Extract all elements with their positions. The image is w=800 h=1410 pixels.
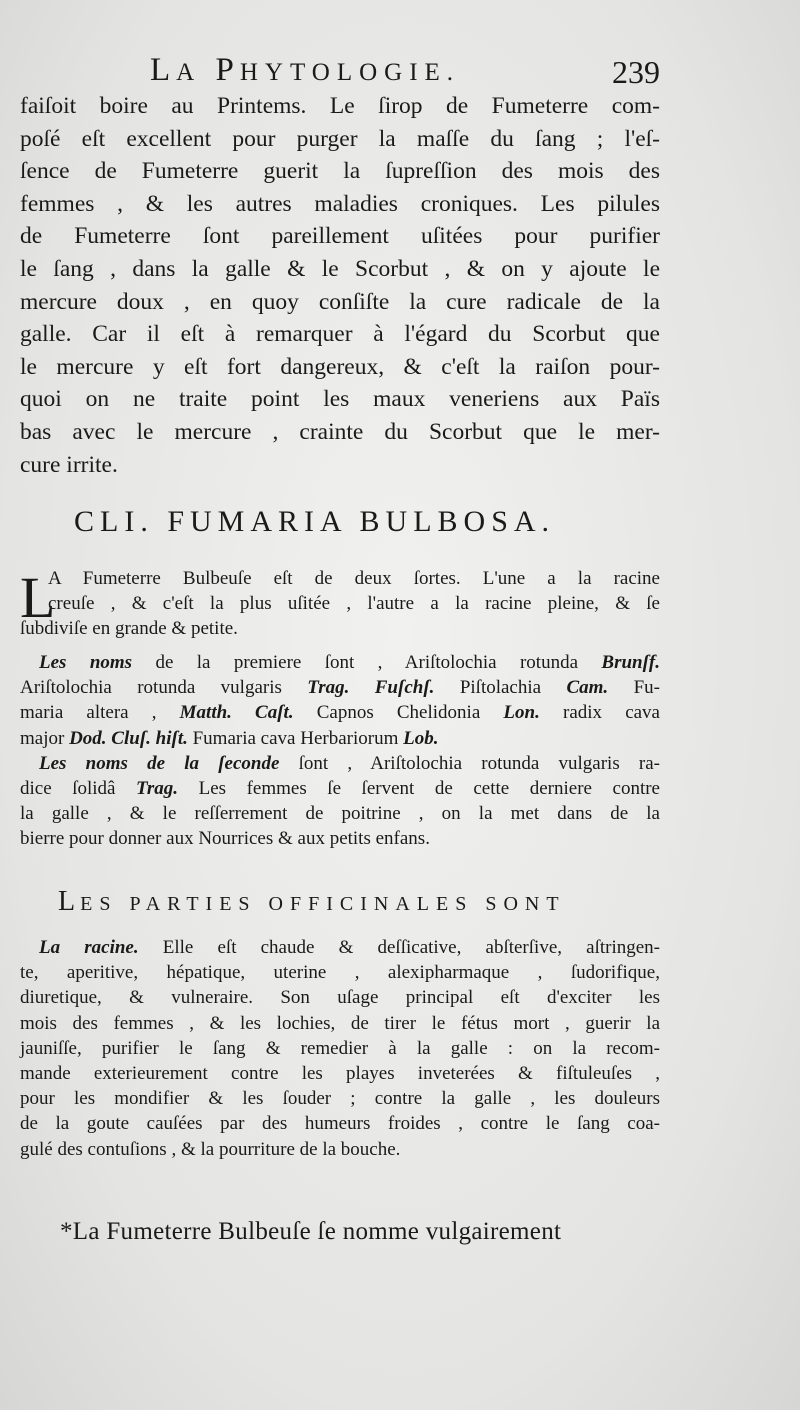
text-line: ſubdiviſe en grande & petite. <box>20 618 238 640</box>
text-line: le mercure y eſt fort dangereux, & c'eſt la raiſon pour- <box>20 353 660 380</box>
text-line: A Fumeterre Bulbeuſe eſt de deux ſortes. L'une a la racine <box>48 568 660 589</box>
text-line: diuretique, & vulneraire. Son uſage principal eſt d'exciter les <box>20 987 660 1009</box>
parts-paragraph <box>20 935 660 1162</box>
text-span: radix cava <box>539 702 660 724</box>
text-line: jauniſſe, purifier le ſang & remedier à la galle : on la recom- <box>20 1037 660 1059</box>
text-line: le ſang , dans la galle & le Scorbut , & on y ajoute le <box>20 255 660 282</box>
page-number: 239 <box>612 54 660 90</box>
names-paragraph <box>20 650 660 852</box>
author-ref: Matth. Caſt. <box>179 702 294 724</box>
text-line <box>20 650 660 675</box>
text-line <box>20 751 660 776</box>
parts-heading <box>58 886 618 918</box>
text-span: Piſtolachia <box>434 677 567 699</box>
author-ref: Lon. <box>503 702 540 724</box>
description-paragraph <box>20 566 660 642</box>
text-line <box>20 935 660 960</box>
text-line: creuſe , & c'eſt la plus uſitée , l'autre a la racine pleine, & ſe <box>48 593 660 615</box>
author-ref: Cam. <box>566 677 609 699</box>
author-ref: Brunſf. <box>601 652 660 673</box>
text-line <box>20 675 660 700</box>
text-line: galle. Car il eſt à remarquer à l'égard du Scorbut que <box>20 321 660 348</box>
text-span: Les femmes ſe ſervent de cette derniere contre <box>178 778 660 800</box>
title-L: L <box>150 52 177 88</box>
text-line: mande exterieurement contre les playes inveterées & fiſtuleuſes , <box>20 1063 660 1085</box>
text-span: major <box>20 727 70 749</box>
running-head <box>150 52 660 92</box>
text-line: femmes , & les autres maladies croniques. Les pilules <box>20 190 660 217</box>
italic-term: La racine. <box>39 937 139 958</box>
text-line: te, aperitive, hépatique, uterine , alexipharmaque , ſudorifique, <box>20 962 660 984</box>
text-line: de la goute cauſées par des humeurs froides , contre le ſang coa- <box>20 1113 660 1135</box>
text-line: mercure doux , en quoy conſiſte la cure radicale de la <box>20 288 660 315</box>
italic-term: Les noms <box>39 652 133 673</box>
footnote-catchline: *La Fumeterre Bulbeuſe ſe nomme vulgairement <box>60 1218 562 1245</box>
text-span: Fumaria cava Herbariorum <box>187 727 404 749</box>
text-line: pour les mondifier & les ſouder ; contre la galle , les douleurs <box>20 1088 660 1110</box>
text-span: Capnos Chelidonia <box>293 702 504 724</box>
text-line: cure irrite. <box>20 451 118 478</box>
text-span: de la premiere ſont , Ariſtolochia rotunda <box>132 652 602 673</box>
text-line: la galle , & le reſſerrement de poitrine , on la met dans de la <box>20 803 660 825</box>
text-line <box>20 726 660 751</box>
text-line: quoi on ne traite point les maux veneriens aux Païs <box>20 386 660 413</box>
text-line: de Fumeterre ſont pareillement uſitées pour purifier <box>20 223 660 250</box>
text-line <box>20 700 660 725</box>
text-span: Elle eſt chaude & deſſicative, abſterſive, aſtringen- <box>138 937 660 958</box>
text-span: Ariſtolochia rotunda vulgaris <box>20 677 308 699</box>
text-line: bierre pour donner aux Nourrices & aux petits enfans. <box>20 828 430 850</box>
italic-term: Les noms de la ſeconde <box>39 752 280 774</box>
text-line: poſé eſt excellent pour purger la maſſe du ſang ; l'eſ- <box>20 125 660 152</box>
parts-heading-cap: L <box>58 886 81 917</box>
text-line: bas avec le mercure , crainte du Scorbut que le mer- <box>20 418 660 445</box>
title-rest: HYTOLOGIE. <box>239 59 461 86</box>
drop-cap: L <box>20 565 56 630</box>
author-ref: Trag. Fuſchſ. <box>307 677 435 699</box>
text-line <box>20 776 660 801</box>
running-title <box>150 52 460 89</box>
text-span: maria altera , <box>20 702 180 724</box>
text-span: ſont , Ariſtolochia rotunda vulgaris ra- <box>279 752 661 774</box>
author-ref: Trag. <box>136 778 179 800</box>
author-ref: Lob. <box>403 727 439 749</box>
section-heading: CLI. FUMARIA BULBOSA. <box>74 505 556 538</box>
paragraph-continuation <box>20 90 660 481</box>
text-span: Fu- <box>608 677 660 699</box>
author-ref: Dod. Cluſ. hiſt. <box>69 727 188 749</box>
title-A: A <box>176 59 202 86</box>
parts-heading-rest: ES PARTIES OFFICINALES SONT <box>80 893 566 915</box>
text-line: faiſoit boire au Printems. Le ſirop de Fumeterre com- <box>20 93 660 119</box>
text-line: gulé des contuſions , & la pourriture de la bouche. <box>20 1138 401 1160</box>
text-line: mois des femmes , & les lochies, de tirer le fétus mort , guerir la <box>20 1012 660 1034</box>
text-span: dice ſolidâ <box>20 778 137 800</box>
title-P: P <box>215 52 240 88</box>
text-line: ſence de Fumeterre guerit la ſupreſſion des mois des <box>20 158 660 185</box>
